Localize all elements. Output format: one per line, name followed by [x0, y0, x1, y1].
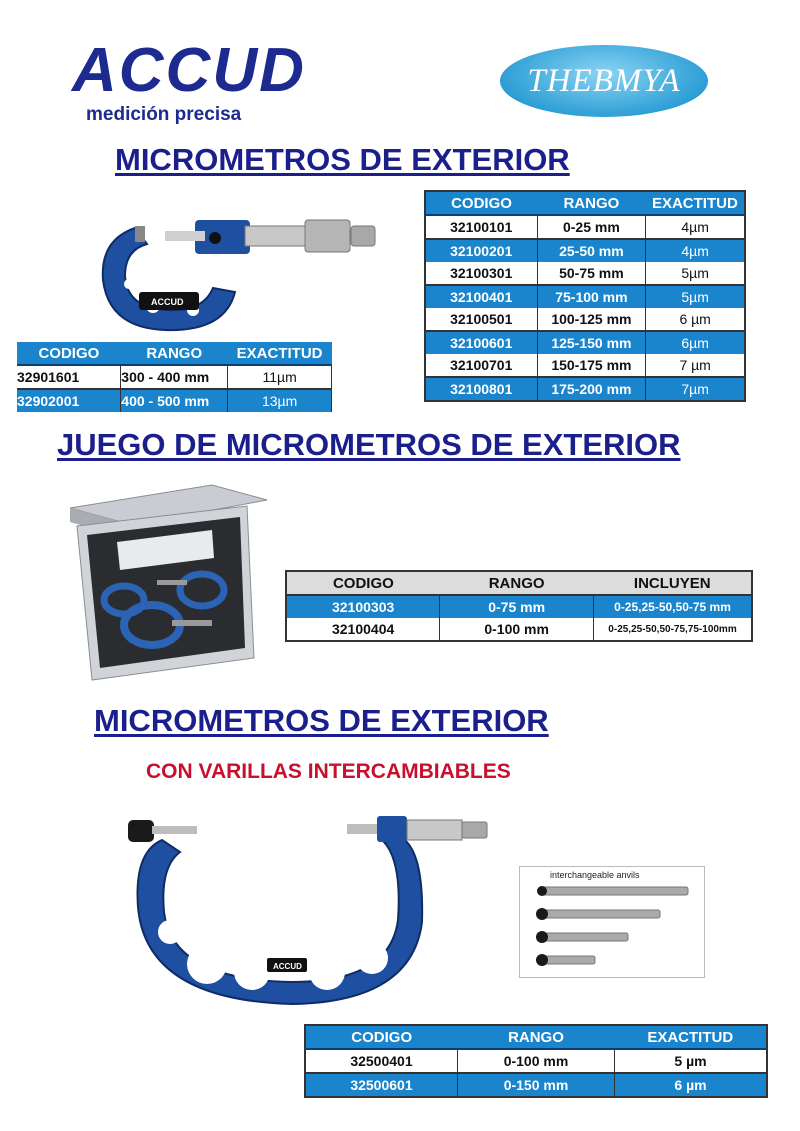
- table-row: [425, 377, 745, 401]
- cell-codigo: 32100501: [425, 308, 537, 331]
- cell-exactitud: 6 µm: [615, 1073, 767, 1097]
- cell-rango: 0-100 mm: [440, 618, 594, 641]
- col-header-incluyen: INCLUYEN: [594, 571, 752, 595]
- thebmya-logo-text: THEBMYA: [527, 62, 681, 99]
- cell-exactitud: 6µm: [646, 331, 745, 354]
- cell-rango: 75-100 mm: [537, 285, 646, 308]
- col-header-codigo: CODIGO: [305, 1025, 457, 1049]
- accud-logo: [72, 36, 312, 130]
- cell-exactitud: 5µm: [646, 285, 745, 308]
- cell-codigo: 32100801: [425, 377, 537, 401]
- col-header-exactitud: EXACTITUD: [228, 342, 332, 365]
- table-row: [425, 331, 745, 354]
- cell-rango: 25-50 mm: [537, 239, 646, 262]
- cell-rango: 150-175 mm: [537, 354, 646, 377]
- micrometer-set-case-image: [62, 480, 272, 685]
- col-header-rango: RANGO: [121, 342, 228, 365]
- col-header-exactitud: EXACTITUD: [615, 1025, 767, 1049]
- accud-tagline: medición precisa: [86, 104, 242, 125]
- cell-exactitud: 13µm: [228, 389, 332, 412]
- cell-exactitud: 11µm: [228, 365, 332, 389]
- section3-table: [304, 1024, 768, 1098]
- cell-exactitud: 7µm: [646, 377, 745, 401]
- large-micrometer-brand-label: ACCUD: [273, 962, 302, 971]
- section1-title: MICROMETROS DE EXTERIOR: [115, 142, 570, 177]
- col-header-rango: RANGO: [537, 191, 646, 215]
- cell-codigo: 32100401: [425, 285, 537, 308]
- cell-incluyen: 0-25,25-50,50-75,75-100mm: [594, 618, 752, 641]
- cell-exactitud: 5µm: [646, 262, 745, 285]
- table-row: [425, 285, 745, 308]
- cell-rango: 300 - 400 mm: [121, 365, 228, 389]
- table-row: [286, 618, 752, 641]
- cell-exactitud: 7 µm: [646, 354, 745, 377]
- cell-codigo: 32100404: [286, 618, 440, 641]
- table-row: [17, 389, 332, 412]
- table-row: [425, 308, 745, 331]
- table-row: [305, 1073, 767, 1097]
- cell-rango: 0-100 mm: [457, 1049, 614, 1073]
- micrometer-image: [95, 210, 395, 340]
- col-header-rango: RANGO: [440, 571, 594, 595]
- cell-rango: 175-200 mm: [537, 377, 646, 401]
- section3-subtitle: CON VARILLAS INTERCAMBIABLES: [146, 760, 511, 783]
- cell-codigo: 32100201: [425, 239, 537, 262]
- table-row: [425, 239, 745, 262]
- col-header-exactitud: EXACTITUD: [646, 191, 745, 215]
- cell-codigo: 32500401: [305, 1049, 457, 1073]
- section1-small-table: [17, 342, 332, 412]
- col-header-rango: RANGO: [457, 1025, 614, 1049]
- table-row: [17, 365, 332, 389]
- section2-title: JUEGO DE MICROMETROS DE EXTERIOR: [57, 427, 681, 462]
- cell-rango: 0-150 mm: [457, 1073, 614, 1097]
- thebmya-logo: [500, 45, 708, 117]
- accud-logo-text: ACCUD: [72, 36, 306, 105]
- table-row: [425, 262, 745, 285]
- table-row: [286, 595, 752, 618]
- cell-rango: 0-75 mm: [440, 595, 594, 618]
- col-header-codigo: CODIGO: [425, 191, 537, 215]
- table-row: [305, 1049, 767, 1073]
- cell-codigo: 32100301: [425, 262, 537, 285]
- cell-exactitud: 4µm: [646, 215, 745, 239]
- cell-exactitud: 6 µm: [646, 308, 745, 331]
- cell-codigo: 32100701: [425, 354, 537, 377]
- cell-codigo: 32100101: [425, 215, 537, 239]
- cell-rango: 400 - 500 mm: [121, 389, 228, 412]
- micrometer-brand-label: ACCUD: [151, 297, 184, 307]
- cell-codigo: 32100303: [286, 595, 440, 618]
- cell-rango: 100-125 mm: [537, 308, 646, 331]
- table-row: [425, 215, 745, 239]
- cell-rango: 50-75 mm: [537, 262, 646, 285]
- cell-codigo: 32901601: [17, 365, 121, 389]
- cell-exactitud: 5 µm: [615, 1049, 767, 1073]
- cell-codigo: 32100601: [425, 331, 537, 354]
- anvils-image: [519, 866, 705, 978]
- table-row: [425, 354, 745, 377]
- section3-title: MICROMETROS DE EXTERIOR: [94, 703, 549, 738]
- col-header-codigo: CODIGO: [17, 342, 121, 365]
- cell-codigo: 32500601: [305, 1073, 457, 1097]
- section1-large-table: [424, 190, 746, 402]
- cell-incluyen: 0-25,25-50,50-75 mm: [594, 595, 752, 618]
- cell-rango: 125-150 mm: [537, 331, 646, 354]
- section2-table: [285, 570, 753, 642]
- large-micrometer-image: [122, 812, 502, 1017]
- cell-exactitud: 4µm: [646, 239, 745, 262]
- col-header-codigo: CODIGO: [286, 571, 440, 595]
- cell-rango: 0-25 mm: [537, 215, 646, 239]
- cell-codigo: 32902001: [17, 389, 121, 412]
- anvils-label: interchangeable anvils: [550, 870, 640, 880]
